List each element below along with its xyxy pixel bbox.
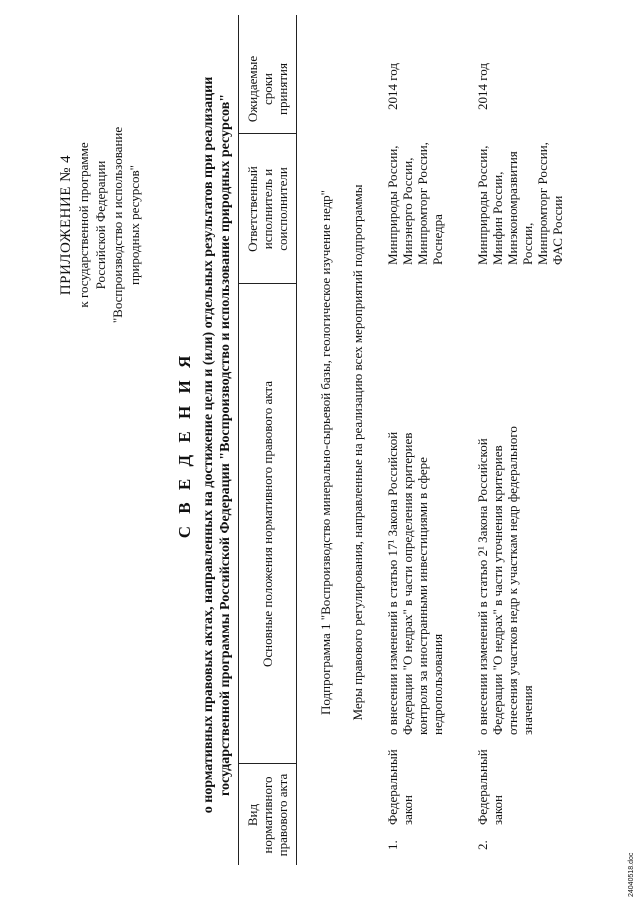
provision-line: Федерации "О недрах" в части определения критериев bbox=[400, 432, 415, 735]
subtitle-line: государственной программы Российской Федерации "Воспроизводство и использование природных ресурсов" bbox=[218, 93, 233, 797]
header-executor: Ответственный исполнитель и соисполнители bbox=[244, 166, 290, 252]
provision-line: о внесении изменений в статью 2¹ Закона Российской bbox=[475, 438, 490, 735]
executor-line: Минфин России, bbox=[490, 171, 505, 265]
subtitle-line: о нормативных правовых актах, направленных на достижение цели и (или) отдельных результатов при реализации bbox=[201, 76, 216, 814]
executor-line: Роснедра bbox=[430, 214, 445, 265]
appendix-line: "Воспроизводство и использование bbox=[110, 126, 125, 324]
row-executors bbox=[475, 125, 565, 265]
row-term: 2014 год bbox=[385, 63, 400, 110]
header-provisions: Основные положения нормативного правового акта bbox=[259, 380, 275, 668]
row-term: 2014 год bbox=[475, 63, 490, 110]
executor-line: Минэнерго России, bbox=[400, 157, 415, 265]
appendix-line: природных ресурсов" bbox=[127, 165, 142, 286]
row-provisions bbox=[385, 285, 445, 735]
provision-line: Федерации "О недрах" в части уточнения критериев bbox=[490, 445, 505, 735]
executor-line: Минпромторг России, bbox=[535, 142, 550, 265]
provision-line: о внесении изменений в статью 17¹ Закона Российской bbox=[385, 431, 400, 735]
provision-line: недропользования bbox=[430, 633, 445, 735]
row-number: 1. bbox=[385, 840, 400, 850]
executor-line: Минприроды России, bbox=[475, 145, 490, 265]
executor-line: ФАС России bbox=[550, 195, 565, 265]
appendix-heading: ПРИЛОЖЕНИЕ № 4 bbox=[58, 154, 74, 296]
header-bottom-rule bbox=[296, 15, 297, 865]
executor-line: Минприроды России, bbox=[385, 145, 400, 265]
row-number: 2. bbox=[475, 840, 490, 850]
appendix-block bbox=[58, 105, 143, 345]
header-term: Ожидаемые сроки принятия bbox=[244, 55, 290, 123]
provision-line: отнесения участков недр к участкам недр федерального bbox=[505, 426, 520, 735]
document-subtitle bbox=[200, 65, 234, 825]
executor-line: России, bbox=[520, 222, 535, 265]
header-type: Вид нормативного правового акта bbox=[244, 773, 290, 857]
row-type: Федеральный закон bbox=[385, 749, 415, 825]
row-type: Федеральный закон bbox=[475, 749, 505, 825]
executor-line: Минэкономразвития bbox=[505, 151, 520, 265]
row-provisions bbox=[475, 285, 535, 735]
provision-line: значения bbox=[520, 685, 535, 735]
appendix-line: к государственной программе bbox=[76, 142, 91, 308]
document-title: С В Е Д Е Н И Я bbox=[175, 351, 194, 539]
subprogram-title: Подпрограмма 1 "Воспроизводство минерально-сырьевой базы, геологическое изучение недр" bbox=[318, 190, 333, 716]
executor-line: Минпромторг России, bbox=[415, 142, 430, 265]
provision-line: контроля за иностранными инвестициями в сфере bbox=[415, 457, 430, 735]
measures-title: Меры правового регулирования, направленные на реализацию всех мероприятий подпрограммы bbox=[350, 184, 365, 721]
footer-filename: 24040518.doc bbox=[628, 852, 635, 897]
row-executors bbox=[385, 125, 445, 265]
appendix-line: Российской Федерации bbox=[93, 160, 108, 290]
